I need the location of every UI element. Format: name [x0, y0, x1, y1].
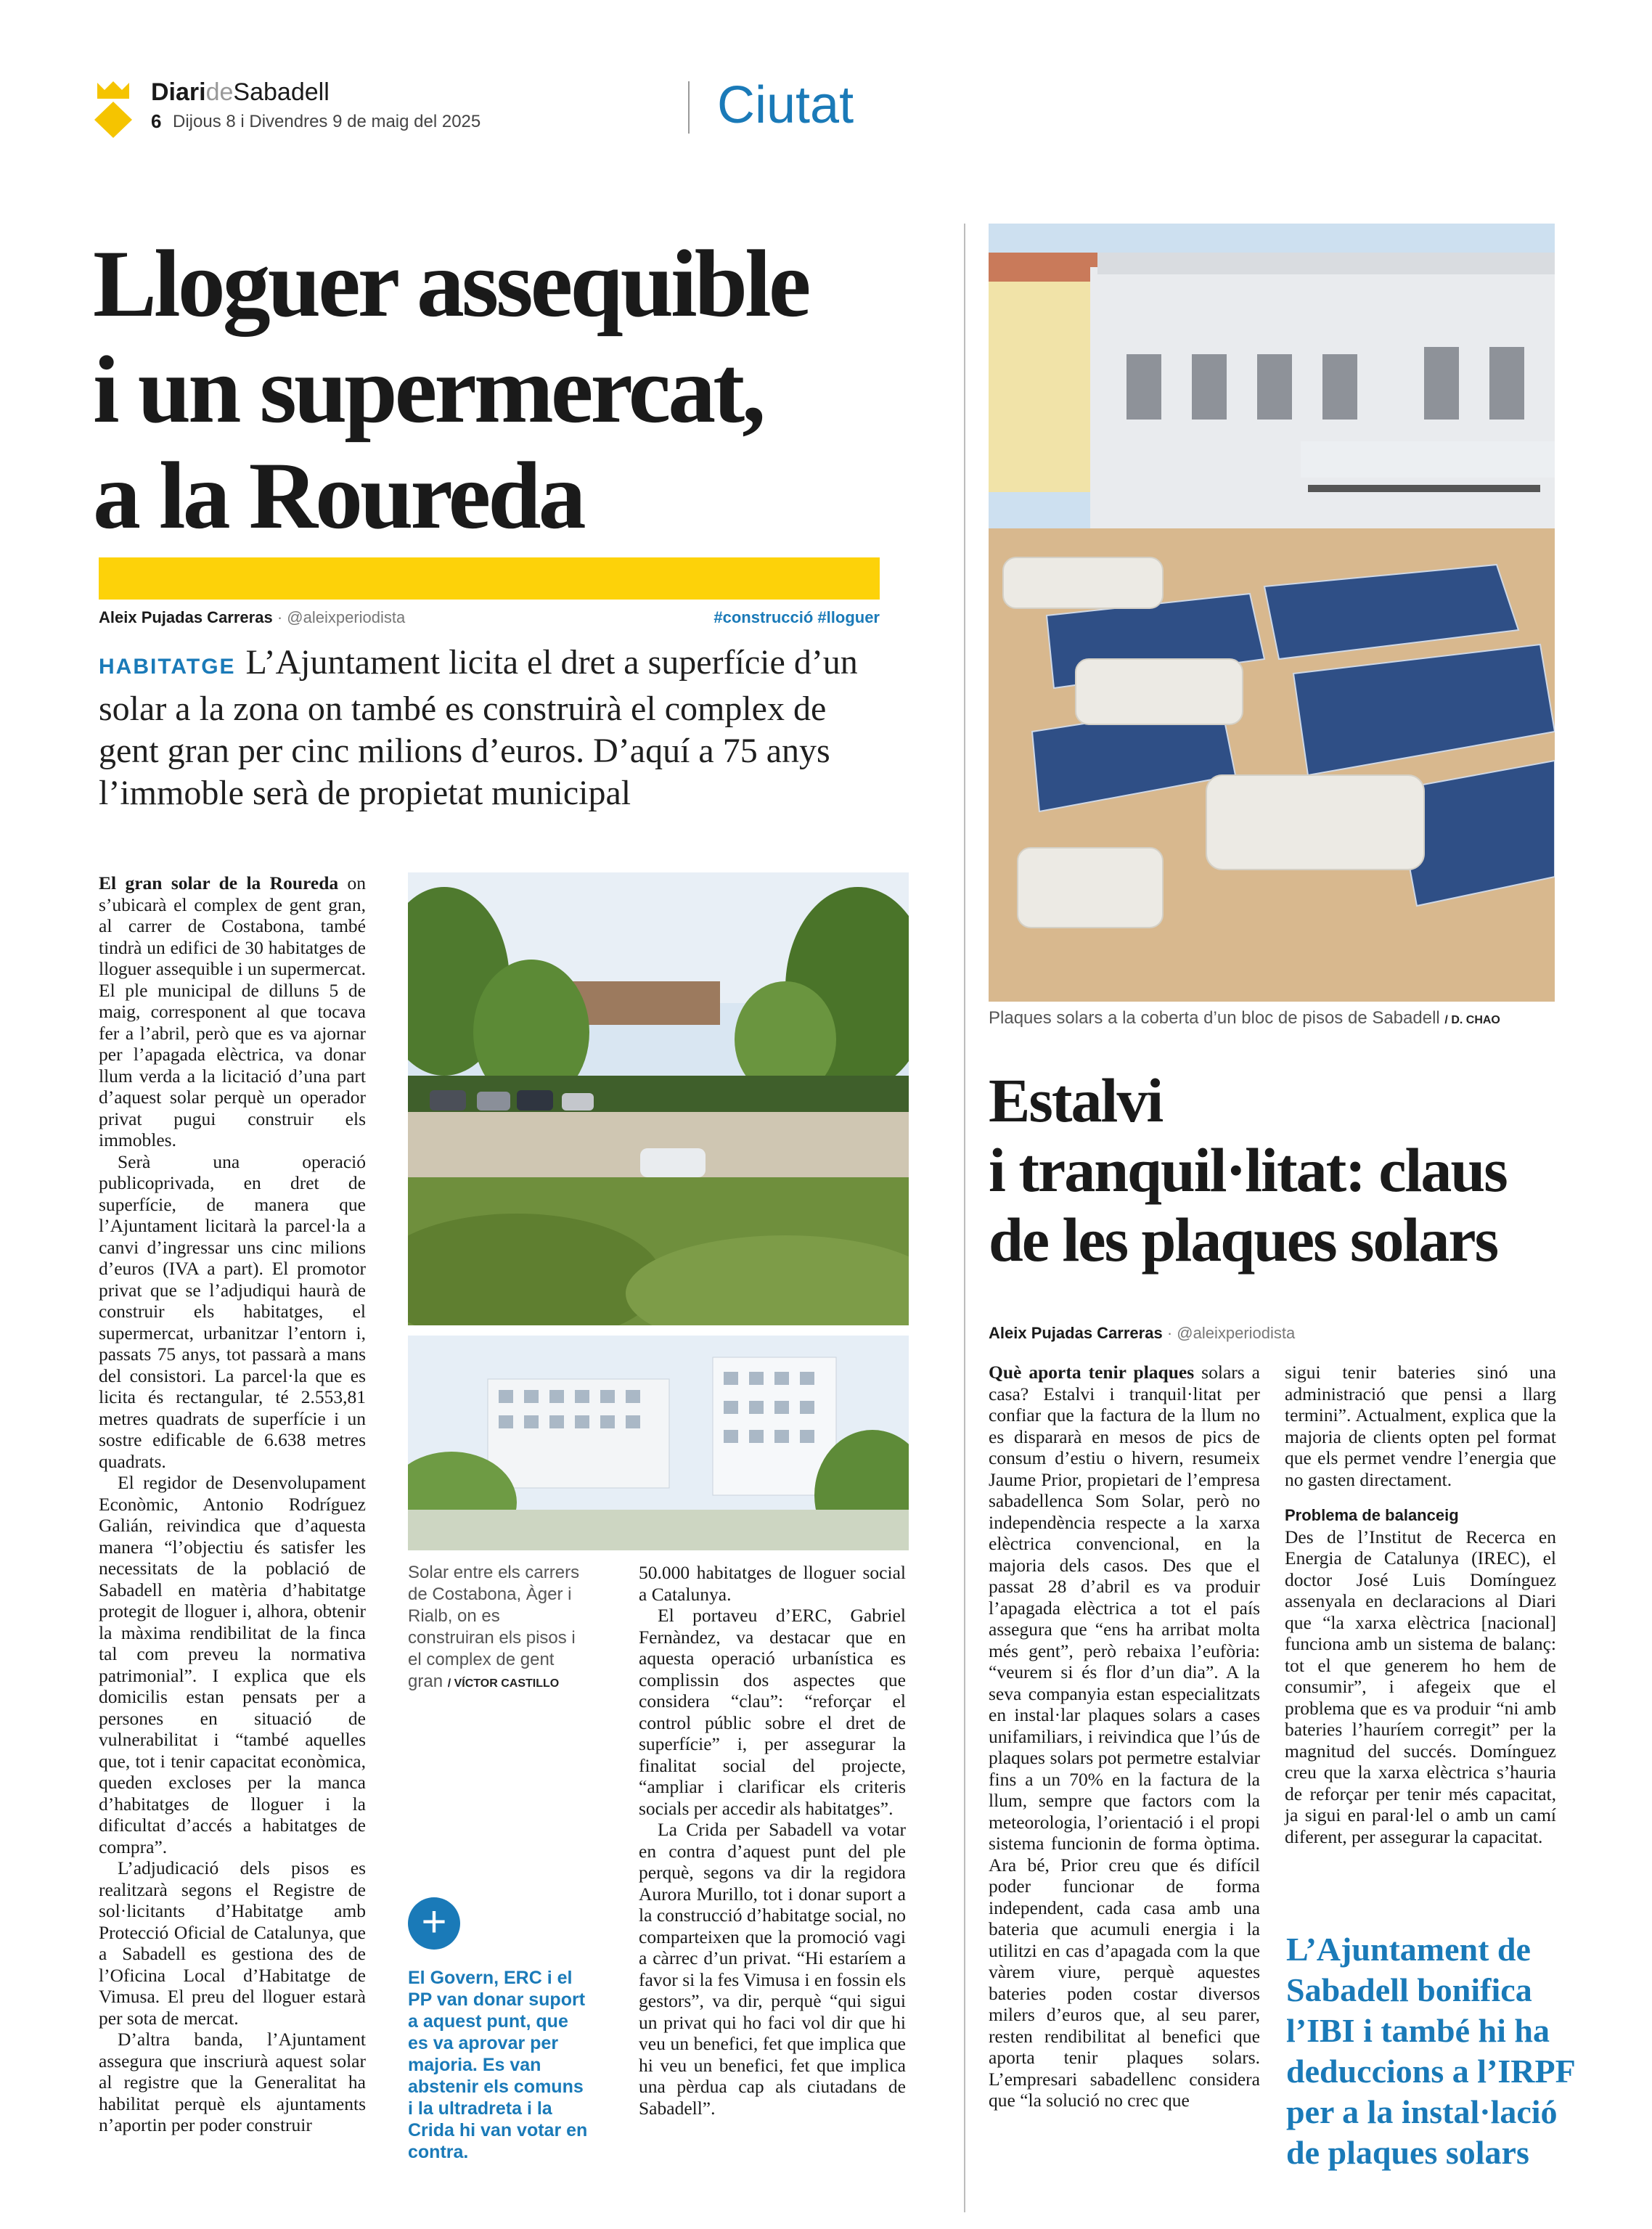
column-divider — [964, 224, 965, 2212]
photo-credit: / D. CHAO — [1444, 1014, 1500, 1026]
highlight-bar — [99, 557, 880, 600]
author-name[interactable]: Aleix Pujadas Carreras — [99, 608, 273, 626]
article2-body-column-1 — [989, 1362, 1260, 2111]
lead-in: Què aporta tenir plaques — [989, 1362, 1195, 1383]
body-paragraph: L’adjudicació dels pisos es realitzarà segons el Registre de sol·licitants d’Habitatge amb Protecció Oficial de Catalunya, que a Sabadell es gestiona des de l’Oficina Local d’Habitatge de Vimusa. El preu del lloguer estarà per sota de mercat. — [99, 1857, 366, 2029]
article-byline-2: Aleix Pujadas Carreras · @aleixperiodista — [989, 1324, 1296, 1342]
body-paragraph: Serà una operació publicoprivada, en dret de superfície, de manera que l’Ajuntament licitarà la parcel·la a canvi d’ingressar uns cinc milions d’euros (IVA a part). El promotor privat que se l’adjudiqui haurà de construir els habitatges, el supermercat, urbanitzar l’entorn i, passats 75 anys, tot passarà a mans del consistori. La parcel·la que es licita és rectangular, té 2.553,81 metres quadrats de superfície i un sostre edificable de 6.638 metres quadrats. — [99, 1150, 366, 1472]
section-title[interactable]: Ciutat — [717, 76, 854, 134]
credit-text: VÍCTOR CASTILLO — [454, 1677, 560, 1690]
brand-de: de — [205, 78, 234, 106]
solar-photo-caption — [989, 1007, 1569, 1031]
credit-text: D. CHAO — [1451, 1014, 1500, 1026]
author-name[interactable]: Aleix Pujadas Carreras — [989, 1324, 1163, 1342]
headline-line: a la Roureda — [93, 442, 584, 549]
project-rendering-photo[interactable] — [408, 1336, 909, 1550]
article-body-column-3 — [639, 1562, 906, 2119]
article2-body-column-2 — [1285, 1362, 1556, 1847]
kicker-label: HABITATGE — [99, 655, 236, 679]
standfirst-text: L’Ajuntament licita el dret a superfície d’un solar a la zona on també es construirà el complex de gent gran per cinc milions d’euros. D’aquí a 75 anys l’immoble serà de propietat municipal — [99, 643, 858, 812]
plus-icon[interactable]: + — [408, 1897, 460, 1950]
solar-panels-photo[interactable] — [989, 224, 1555, 1002]
body-paragraph: El regidor de Desenvolupament Econòmic, Antonio Rodríguez Galián, reivindica que d’aquesta manera “l’objectiu és satisfer les necessitats de la població de Sabadell en matèria d’habitatge protegit de lloguer i, alhora, obtenir la màxima rendibilitat de la finca tal com preveu la normativa patrimonial”. I explica que els domicilis estan pensats per a persones en situació de vulnerabilitat i “també aquelles que, tot i tenir capacitat econòmica, queden excloses per la manca d’habitatges de lloguer i la dificultat d’accés a habitatges de compra”. — [99, 1472, 366, 1857]
lead-in: El gran solar de la Roureda — [99, 872, 339, 893]
photo-caption — [408, 1562, 582, 1695]
photo-credit: / VÍCTOR CASTILLO — [447, 1677, 560, 1690]
headline-line: i tranquil·litat: claus — [989, 1135, 1507, 1205]
body-paragraph: sigui tenir bateries sinó una administració que pensi a llarg termini”. Actualment, explica que la majoria de clients opten pel format que els permet vendre l’energia que no gasten directament. — [1285, 1362, 1556, 1490]
headline-line: de les plaques solars — [989, 1205, 1498, 1275]
plus-box-text: El Govern, ERC i el PP van donar suport a aquest punt, que es va aprovar per majoria. Es van abstenir els comuns i la ultradreta i la Crida hi van votar en contra. — [408, 1968, 588, 2162]
headline-line: Lloguer assequible — [93, 230, 809, 337]
author-handle[interactable]: @aleixperiodista — [1177, 1324, 1296, 1342]
author-handle[interactable]: @aleixperiodista — [287, 608, 406, 626]
article-body-column-1 — [99, 872, 366, 2136]
diari-logo-icon — [93, 80, 134, 138]
body-paragraph: Des de l’Institut de Recerca en Energia de Catalunya (IREC), el doctor José Luis Domínguez assenyala en declaracions al Diari que “la xarxa elèctrica [nacional] funciona amb un sistema de balanç: tot el que generem ho hem de consumir”, i afegeix que el problema que es va produir “ni amb bateries l’hauríem corregit” per la magnitud del succés. Domínguez creu que la xarxa elèctrica s’hauria de reforçar per tenir més capacitat, ja sigui en paral·lel o amb un camí diferent, per assegurar la capacitat. — [1285, 1526, 1556, 1847]
pull-quote: L’Ajuntament de Sabadell bonifica l’IBI i també hi ha deduccions a l’IRPF per a la instal·lació de plaques solars — [1286, 1931, 1574, 2171]
section-divider — [688, 81, 690, 134]
brand-city: Sabadell — [233, 78, 330, 106]
paragraph-text: on s’ubicarà el complex de gent gran, al carrer de Costabona, també tindrà un edifici de 30 habitatges de lloguer assequible i un supermercat. El ple municipal de dilluns 5 de maig, corresponent al que tocava fer a l’abril, però que es va ajornar per l’apagada elèctrica, va donar llum verda a la licitació d’una part d’aquest solar perquè un operador privat pugui construir els immobles. — [99, 872, 366, 1150]
page-number: 6 — [151, 110, 162, 132]
body-paragraph — [989, 1362, 1260, 2111]
solar-lot-photo[interactable] — [408, 872, 909, 1325]
subheading: Problema de balanceig — [1285, 1506, 1459, 1524]
standfirst — [99, 642, 883, 814]
paragraph-text: solars a casa? Estalvi i tranquil·litat per confiar que la factura de la llum no es dispararà en mesos de pics de consum d’estiu o hivern, resumeix Jaume Prior, propietari de l’empresa sabadellenca Som Solar, però no independència respecte a la xarxa elèctrica convencional, en la majoria dels casos. Des que el passat 28 d’abril es va produir l’apagada elèctrica a tot el país assegura que “ens ha arribat molta més gent”, però rebaixa l’eufòria: “veurem si és flor d’un dia”. A la seva companyia estan especialitzats en instal·lar plaques solars a cases unifamiliars, i reivindica que l’ús de plaques solars pot permetre estalviar fins a un 70% en la factura de la llum, sempre que factors com la meteorologia, l’orientació i el propi sistema funcionin de forma òptima. Ara bé, Prior creu que és difícil poder funcionar de forma independent, cada casa amb una bateria que acumuli energia i la utilitzi en cas d’apagada com la que vàrem viure, perquè aquestes bateries poden costar diversos milers d’euros que, al seu parer, resten rendibilitat al benefici que aporta tenir plaques solars. L’empresari sabadellenc considera que “la solució no crec que — [989, 1362, 1261, 2111]
body-paragraph: El portaveu d’ERC, Gabriel Fernàndez, va destacar que en aquesta operació urbanística es complissin dos aspectes que considera “clau”: “reforçar el control públic sobre el dret de superfície” i, per assegurar la finalitat social del projecte, “ampliar i clarificar els criteris socials per accedir als habitatges”. — [639, 1605, 906, 1819]
caption-text: Plaques solars a la coberta d’un bloc de pisos de Sabadell — [989, 1008, 1440, 1028]
headline-line: Estalvi — [989, 1066, 1163, 1135]
body-paragraph — [99, 872, 366, 1151]
masthead-brand[interactable] — [151, 78, 330, 107]
brand-diari: Diari — [151, 78, 206, 106]
headline-line: i un supermercat, — [93, 336, 764, 443]
body-paragraph: 50.000 habitatges de lloguer social a Catalunya. — [639, 1562, 906, 1605]
article-byline: Aleix Pujadas Carreras · @aleixperiodista — [99, 608, 406, 626]
body-paragraph: La Crida per Sabadell va votar en contra d’aquest punt del ple perquè, segons va dir la regidora Aurora Murillo, tot i donar suport a la construcció d’habitatge social, no comparteixen que la promoció vagi a càrrec d’un privat. “Hi estaríem a favor si la fes Vimusa i en fossin els gestors”, va dir, perquè “qui sigui un privat qui ho faci vol dir que hi veu un benefici, fet que implica que hi veu un benefici, fet que implica una pèrdua cap als ciutadans de Sabadell”. — [639, 1819, 906, 2119]
issue-date: Dijous 8 i Divendres 9 de maig del 2025 — [173, 112, 481, 131]
article-headline — [93, 231, 906, 549]
article-headline-2 — [989, 1066, 1569, 1275]
body-paragraph: D’altra banda, l’Ajuntament assegura que inscriurà aquest solar al registre que la Generalitat ha habilitat perquè els ajuntaments n’aportin per poder construir — [99, 2029, 366, 2135]
caption-text: Solar entre els carrers de Costabona, Àger i Rialb, on es construiran els pisos i el complex de gent gran — [408, 1563, 580, 1691]
article-tags[interactable]: #construcció #lloguer — [713, 608, 880, 626]
